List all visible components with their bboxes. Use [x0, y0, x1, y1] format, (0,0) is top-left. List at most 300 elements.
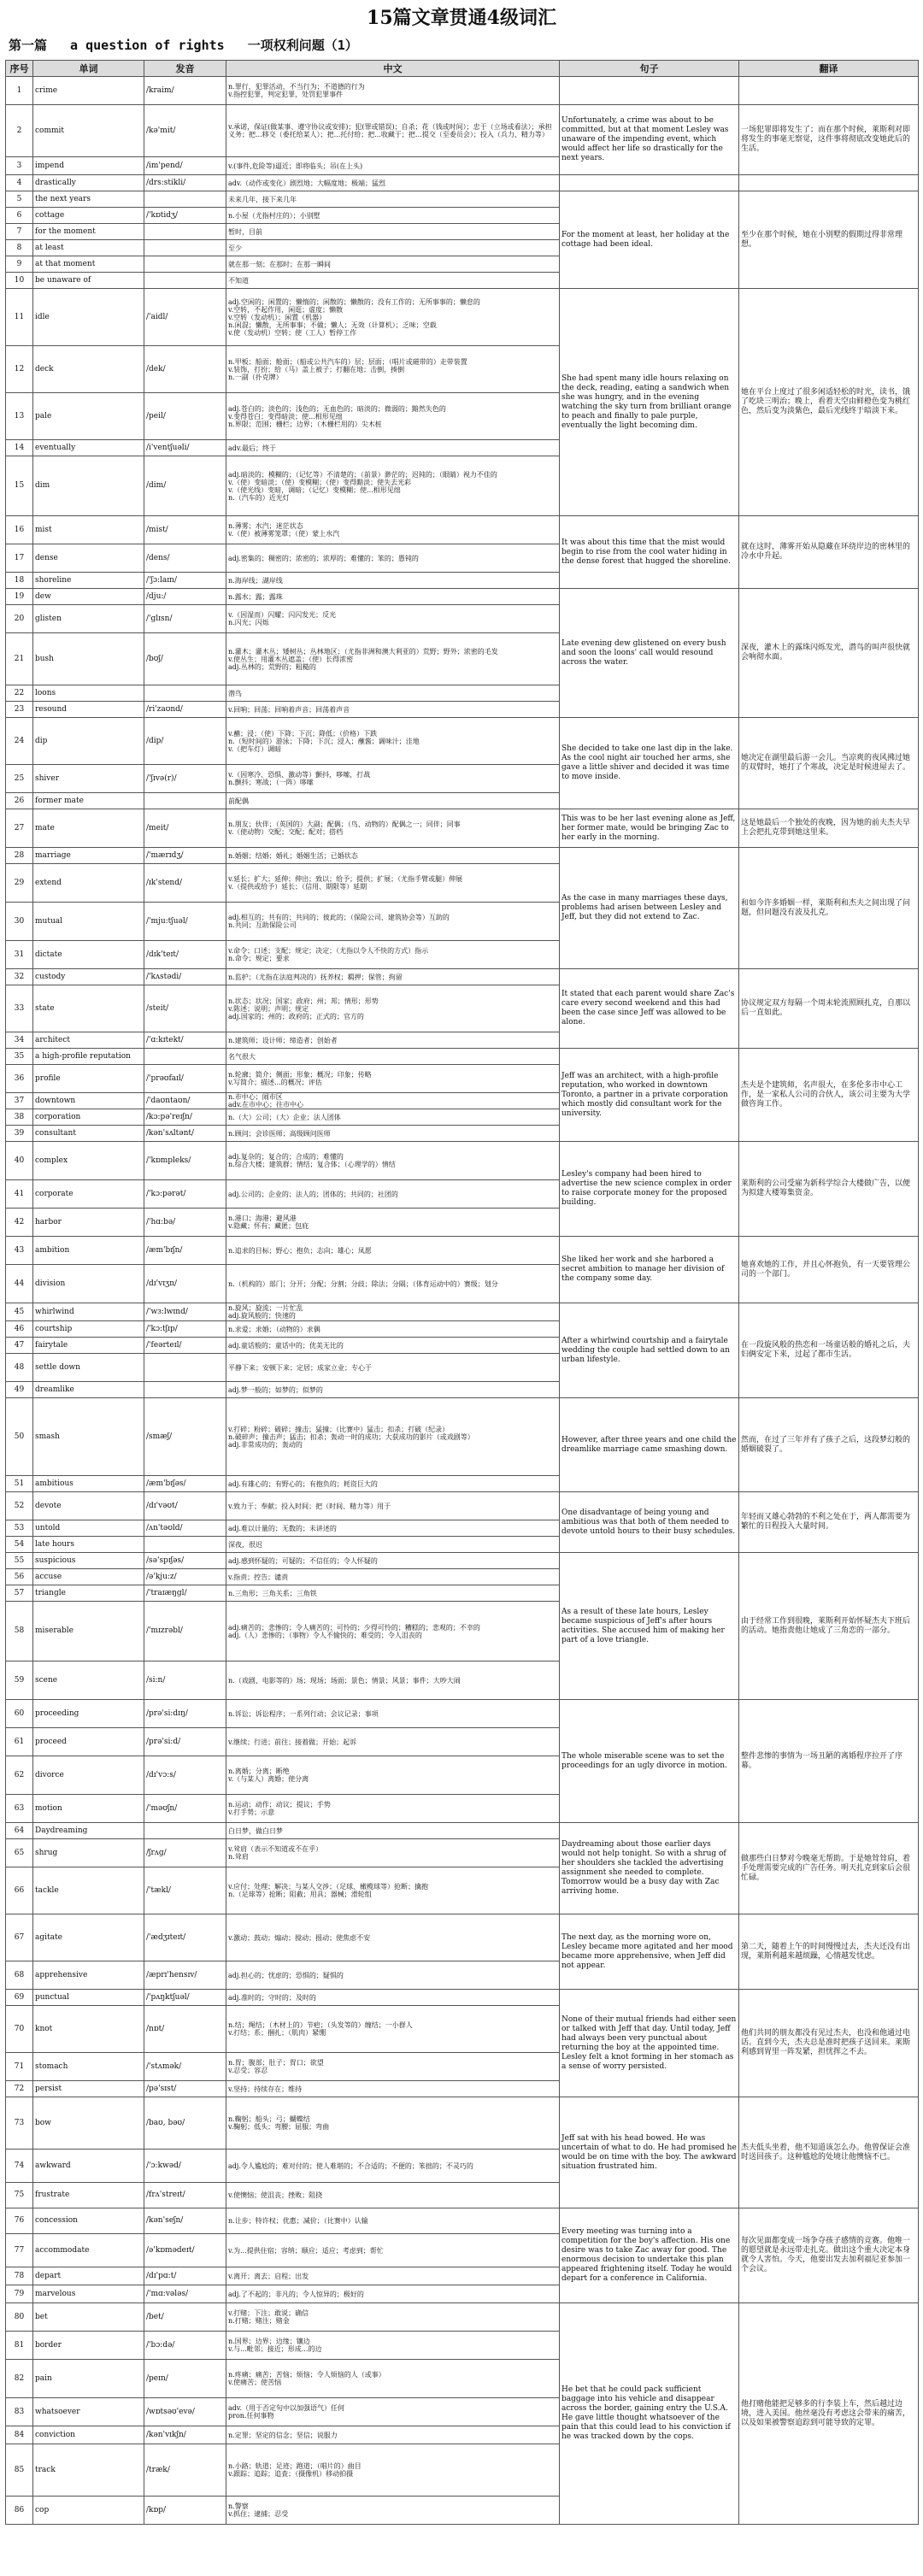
row-meaning: n.胃；腹部；肚子；胃口；欲望 v.忍受；容忍 — [226, 2053, 560, 2081]
row-pronunciation: /ʃrʌg/ — [144, 1839, 226, 1867]
row-word: division — [33, 1265, 144, 1303]
row-meaning: adj.了不起的；非凡的；令人惊异的；极好的 — [226, 2285, 560, 2303]
row-word: harbor — [33, 1209, 144, 1237]
row-index: 12 — [6, 346, 33, 393]
row-word: former mate — [33, 793, 144, 809]
row-index: 8 — [6, 240, 33, 256]
header-chinese: 中文 — [226, 61, 560, 77]
row-meaning: n.追求的目标；野心；抱负；志向；雄心；凤愿 — [226, 1237, 560, 1265]
row-meaning: n.状态；状况；国家；政府；州；邦；情形；形势 v.陈述；说明；声明；规定 adj.国家的；州的；政府的；正式的；官方的 — [226, 985, 560, 1032]
row-index: 49 — [6, 1382, 33, 1398]
row-meaning: v.打赌；下注；敢说；确信 n.打赌；赌注；赌金 — [226, 2303, 560, 2332]
row-word: cop — [33, 2497, 144, 2525]
row-translation: 每次见面都变成一场争夺孩子感情的竞赛。他唯一的愿望就是永远带走扎克。做出这个重大决定本身就令人害怕。今天，他要出发去加利福尼亚参加一个会议。 — [739, 2208, 919, 2303]
row-meaning: v.离开；离去；启程；出发 — [226, 2267, 560, 2285]
row-index: 3 — [6, 157, 33, 175]
row-index: 10 — [6, 273, 33, 289]
row-translation: 然而，在过了三年并有了孩子之后，这段梦幻般的婚姻破裂了。 — [739, 1398, 919, 1492]
row-index: 57 — [6, 1585, 33, 1602]
row-translation: 深夜，灌木上的露珠闪烁发光，潜鸟的叫声很快就会响彻水面。 — [739, 589, 919, 718]
row-meaning: 至少 — [226, 240, 560, 256]
row-pronunciation: /dɪ'vəʊt/ — [144, 1492, 226, 1520]
row-word: persist — [33, 2081, 144, 2097]
row-meaning: n.婚姻；结婚；婚礼；婚姻生活；已婚状态 — [226, 848, 560, 864]
row-index: 31 — [6, 941, 33, 969]
table-row — [6, 1237, 919, 1265]
row-index: 85 — [6, 2444, 33, 2497]
row-pronunciation: /'mærɪdʒ/ — [144, 848, 226, 864]
row-pronunciation: /ri'zaʊnd/ — [144, 702, 226, 718]
row-word: dip — [33, 718, 144, 765]
row-word: dreamlike — [33, 1382, 144, 1398]
row-pronunciation: /'daʊntaʊn/ — [144, 1093, 226, 1109]
row-meaning: v.耸肩（表示不知道或不在乎） n.耸肩 — [226, 1839, 560, 1867]
row-pronunciation: /prə'si:d/ — [144, 1728, 226, 1756]
row-word: downtown — [33, 1093, 144, 1109]
row-index: 54 — [6, 1537, 33, 1553]
row-sentence: As a result of these late hours, Lesley became suspicious of Jeff's after hours activities. She accused him of making her part of a love triangle. — [560, 1553, 739, 1700]
row-meaning: adj.苍白的；淡色的；浅色的；无血色的；暗淡的；微弱的；黯然失色的 v.变得苍白；变得暗淡；使...相形见绌 n.界限；范围；栅栏；边界；（木栅栏用的）尖木桩 — [226, 393, 560, 440]
row-meaning: v.为...提供住宿；容纳；顺应；适应；考虑到；帮忙 — [226, 2234, 560, 2267]
table-header — [6, 61, 919, 77]
row-word: marvelous — [33, 2285, 144, 2303]
row-index: 17 — [6, 544, 33, 573]
document-title: 15篇文章贯通4级词汇 — [367, 7, 556, 29]
row-meaning: n.求爱；求婚；（动物的）求偶 — [226, 1321, 560, 1338]
row-word: devote — [33, 1492, 144, 1520]
row-word: pale — [33, 393, 144, 440]
row-meaning: n.国界；边界；边缘；镶边 v.与...毗邻；接近；形成...的边 — [226, 2332, 560, 2360]
row-index: 51 — [6, 1476, 33, 1492]
row-word: fairytale — [33, 1338, 144, 1354]
row-index: 66 — [6, 1867, 33, 1914]
row-meaning: n.顾问；会诊医师；高级顾问医师 — [226, 1126, 560, 1142]
row-pronunciation — [144, 1049, 226, 1065]
row-word: dictate — [33, 941, 144, 969]
row-index: 44 — [6, 1265, 33, 1303]
row-word: dense — [33, 544, 144, 573]
row-sentence: After a whirlwind courtship and a fairytale wedding the couple had settled down to an urban lifestyle. — [560, 1303, 739, 1398]
row-pronunciation: /kə'mit/ — [144, 105, 226, 157]
row-meaning: n.疼痛；痛苦；苦恼；烦恼；令人烦恼的人（或事） v.使痛苦；使苦恼 — [226, 2360, 560, 2398]
table-row — [6, 1553, 919, 1569]
row-index: 2 — [6, 105, 33, 157]
row-index: 65 — [6, 1839, 33, 1867]
row-meaning: adj.担心的；忧虑的；恐惧的；疑惧的 — [226, 1961, 560, 1990]
row-sentence-empty — [560, 175, 739, 191]
row-index: 19 — [6, 589, 33, 605]
row-meaning: n.结；绳结；（木材上的）节疤；（头发等的）缠结；一小群人 v.打结；系；捆扎；（肌肉）紧绷 — [226, 2006, 560, 2053]
row-word: idle — [33, 289, 144, 346]
row-pronunciation: /'ʃɔ:laɪn/ — [144, 573, 226, 589]
row-meaning: 未来几年，接下来几年 — [226, 191, 560, 208]
row-word: proceed — [33, 1728, 144, 1756]
row-pronunciation: /dim/ — [144, 456, 226, 516]
row-word: mutual — [33, 903, 144, 941]
table-row — [6, 516, 919, 544]
row-index: 70 — [6, 2006, 33, 2053]
row-translation: 至少在那个时候，她在小别墅的假期过得非常理想。 — [739, 191, 919, 289]
row-index: 32 — [6, 969, 33, 985]
row-meaning: adj.感到怀疑的；可疑的；不信任的；令人怀疑的 — [226, 1553, 560, 1569]
row-pronunciation: /'bɔ:də/ — [144, 2332, 226, 2360]
row-word: accuse — [33, 1569, 144, 1585]
row-index: 33 — [6, 985, 33, 1032]
row-meaning: n.离婚；分离；断绝 v.（与某人）离婚；使分离 — [226, 1756, 560, 1795]
table-row — [6, 589, 919, 605]
row-pronunciation — [144, 685, 226, 702]
row-meaning: 名气很大 — [226, 1049, 560, 1065]
row-index: 83 — [6, 2398, 33, 2426]
table-row — [6, 105, 919, 157]
row-pronunciation: /'mɑ:vələs/ — [144, 2285, 226, 2303]
row-meaning: v.致力于；奉献；投入时间；把（时间、精力等）用于 — [226, 1492, 560, 1520]
row-word: divorce — [33, 1756, 144, 1795]
row-word: consultant — [33, 1126, 144, 1142]
row-word: pain — [33, 2360, 144, 2398]
row-meaning: adj.梦一般的；如梦的；似梦的 — [226, 1382, 560, 1398]
row-sentence: This was to be her last evening alone as Jeff, her former mate, would be bringing Zac to her early in the morning. — [560, 809, 739, 848]
row-word: loons — [33, 685, 144, 702]
row-index: 26 — [6, 793, 33, 809]
row-meaning: n.诉讼；诉讼程序；一系列行动；会议记录；事项 — [226, 1700, 560, 1728]
row-pronunciation: /'kɔ:tʃɪp/ — [144, 1321, 226, 1338]
table-row — [6, 289, 919, 346]
row-pronunciation — [144, 1382, 226, 1398]
row-meaning: n.鞠躬；船头；弓；蝴蝶结 v.鞠躬；低头；弯腰；屈服；弯曲 — [226, 2097, 560, 2150]
row-index: 62 — [6, 1756, 33, 1795]
row-index: 34 — [6, 1032, 33, 1049]
row-translation: 第二天，随着上午的时间慢慢过去，杰夫还没有出现，莱斯利越来越烦躁，心情越发忧虑。 — [739, 1914, 919, 1990]
row-pronunciation — [144, 224, 226, 240]
row-translation: 年轻而又雄心勃勃的不利之处在于，两人都需要为繁忙的日程投入大量时间。 — [739, 1492, 919, 1553]
row-meaning: adj.密集的；稠密的；浓密的；浓厚的；难懂的；笨的；愚钝的 — [226, 544, 560, 573]
row-word: drastically — [33, 175, 144, 191]
row-pronunciation: /si:n/ — [144, 1661, 226, 1700]
row-meaning: 就在那一刻；在那时；在那一瞬间 — [226, 256, 560, 273]
row-meaning: n.旋风；旋流；一片忙乱 adj.旋风般的；快速的 — [226, 1303, 560, 1321]
row-meaning: n.甲板；船面；舱面；（船或公共汽车的）层；层面；（唱片或磁带的）走带装置 v.装饰，打扮；给（马）盖上被子；打翻在地；击倒，揍倒 n.一副（扑克牌） — [226, 346, 560, 393]
row-word: whirlwind — [33, 1303, 144, 1321]
row-sentence: She decided to take one last dip in the lake. As the cool night air touched her arms, she gave a little shiver and decided it was time to move inside. — [560, 718, 739, 809]
table-row — [6, 2208, 919, 2234]
row-index: 82 — [6, 2360, 33, 2398]
row-index: 25 — [6, 765, 33, 793]
row-pronunciation: /ɪk'stend/ — [144, 864, 226, 903]
row-pronunciation: /smæʃ/ — [144, 1398, 226, 1476]
row-index: 15 — [6, 456, 33, 516]
table-body — [6, 77, 919, 2525]
section-title-cn: 一项权利问题（1） — [247, 38, 358, 53]
row-pronunciation: /dens/ — [144, 544, 226, 573]
row-index: 73 — [6, 2097, 33, 2150]
row-word: miserable — [33, 1602, 144, 1661]
row-index: 37 — [6, 1093, 33, 1109]
row-index: 38 — [6, 1109, 33, 1126]
row-index: 47 — [6, 1338, 33, 1354]
row-translation: 他打赌他能把足够多的行李装上车，然后越过边境，进入美国。他丝毫没有考虑这会带来的痛苦，以及如果被警察追踪到可能导致的定罪。 — [739, 2303, 919, 2525]
row-index: 28 — [6, 848, 33, 864]
row-index: 48 — [6, 1354, 33, 1382]
row-pronunciation: /kɔ:pə'reɪʃn/ — [144, 1109, 226, 1126]
table-row — [6, 1914, 919, 1961]
row-word: tackle — [33, 1867, 144, 1914]
row-meaning: adv.（用于否定句中以加强语气）任何 pron.任何事物 — [226, 2398, 560, 2426]
row-index: 74 — [6, 2150, 33, 2183]
table-row — [6, 718, 919, 765]
row-index: 21 — [6, 633, 33, 685]
row-meaning: adj.公司的；企业的；法人的；团体的；共同的；社团的 — [226, 1180, 560, 1209]
row-meaning: adv.（动作或变化）剧烈地；大幅度地；极端；猛烈 — [226, 175, 560, 191]
row-pronunciation: /bet/ — [144, 2303, 226, 2332]
row-index: 18 — [6, 573, 33, 589]
row-word: smash — [33, 1398, 144, 1476]
row-pronunciation: /kən'vɪkʃn/ — [144, 2426, 226, 2444]
row-word: mist — [33, 516, 144, 544]
row-meaning: 暂时，目前 — [226, 224, 560, 240]
row-index: 76 — [6, 2208, 33, 2234]
row-sentence: Late evening dew glistened on every bush and soon the loons' call would resound across the water. — [560, 589, 739, 718]
header-row — [6, 61, 919, 77]
row-translation: 他们共同的朋友都没有见过杰夫，也没和他通过电话。直到今天，杰夫总是准时把孩子送回来。莱斯利感到胃里一阵发紧，担忧挥之不去。 — [739, 1990, 919, 2097]
table-row — [6, 2097, 919, 2150]
row-word: conviction — [33, 2426, 144, 2444]
row-pronunciation: /'traɪæŋgl/ — [144, 1585, 226, 1602]
row-index: 69 — [6, 1990, 33, 2006]
row-pronunciation — [144, 256, 226, 273]
row-meaning: adj.空闲的；闲置的；懒惰的；闲散的；懒散的；没有工作的；无所事事的；懒怠的 v.空转，不起作用，闲逛；虚度；懒散 v.空转（发动机）；闲置（机器） n.闲混；懒散，无所事事；不做；懒人；无效（计算机）；乏味；空载 v.使（发动机）空转；使（工人）暂停工作 — [226, 289, 560, 346]
row-pronunciation: /meit/ — [144, 809, 226, 848]
row-pronunciation: /'tækl/ — [144, 1867, 226, 1914]
row-pronunciation: /mist/ — [144, 516, 226, 544]
row-pronunciation: /steit/ — [144, 985, 226, 1032]
row-sentence: As the case in many marriages these days, problems had arisen between Lesley and Jeff, but they did not extend to Zac. — [560, 848, 739, 969]
row-index: 39 — [6, 1126, 33, 1142]
row-meaning: v.使懊恼；使沮丧；挫败；阻挠 — [226, 2183, 560, 2208]
row-translation: 杰夫低头坐着，他不知道该怎么办。他曾保证会准时送回孩子。这种尴尬的处境让他懊恼不已。 — [739, 2097, 919, 2208]
row-translation: 莱斯利的公司受雇为新科学综合大楼做广告，以便为拟建大楼筹集资金。 — [739, 1142, 919, 1237]
row-word: glisten — [33, 605, 144, 633]
row-index: 63 — [6, 1795, 33, 1823]
table-row — [6, 2303, 919, 2332]
row-index: 75 — [6, 2183, 33, 2208]
row-sentence: Lesley's company had been hired to advertise the new science complex in order to raise corporate money for the proposed building. — [560, 1142, 739, 1237]
row-index: 41 — [6, 1180, 33, 1209]
row-index: 43 — [6, 1237, 33, 1265]
row-index: 84 — [6, 2426, 33, 2444]
row-pronunciation: /'stʌmək/ — [144, 2053, 226, 2081]
header-index: 序号 — [6, 61, 33, 77]
row-meaning: n.（大）公司；（大）企业；法人团体 — [226, 1109, 560, 1126]
row-sentence: Daydreaming about those earlier days would not help tonight. So with a shrug of her shoulders she tackled the advertising assignment she needed to complete. Tomorrow would be a busy day with Zac arriving home. — [560, 1823, 739, 1914]
row-sentence: He bet that he could pack sufficient baggage into his vehicle and disappear across the border, gaining entry the U.S.A. He gave little thought whatsoever of the pain that this could lead to his conviction if he was tracked down by the cops. — [560, 2303, 739, 2525]
row-meaning: n.运动；动作；动议；提议；手势 v.打手势；示意 — [226, 1795, 560, 1823]
row-word: dim — [33, 456, 144, 516]
row-translation: 做那些白日梦对今晚毫无帮助。于是她耸耸肩，着手处理需要完成的广告任务。明天扎克到家后会很忙碌。 — [739, 1823, 919, 1914]
row-word: crime — [33, 77, 144, 105]
row-word: track — [33, 2444, 144, 2497]
row-translation-empty — [739, 175, 919, 191]
row-pronunciation: /frʌ'streɪt/ — [144, 2183, 226, 2208]
row-word: punctual — [33, 1990, 144, 2006]
row-word: for the moment — [33, 224, 144, 240]
row-pronunciation: /ə'kju:z/ — [144, 1569, 226, 1585]
header-pronunciation: 发音 — [144, 61, 226, 77]
row-word: stomach — [33, 2053, 144, 2081]
row-word: courtship — [33, 1321, 144, 1338]
row-meaning: n.让步；特许权；优惠；减价；（比赛中）认输 — [226, 2208, 560, 2234]
row-pronunciation — [144, 1823, 226, 1839]
row-index: 9 — [6, 256, 33, 273]
row-pronunciation: /bʊʃ/ — [144, 633, 226, 685]
row-word: knot — [33, 2006, 144, 2053]
row-sentence-empty — [560, 77, 739, 105]
row-index: 23 — [6, 702, 33, 718]
row-index: 71 — [6, 2053, 33, 2081]
row-word: dew — [33, 589, 144, 605]
row-index: 46 — [6, 1321, 33, 1338]
row-index: 59 — [6, 1661, 33, 1700]
row-index: 22 — [6, 685, 33, 702]
row-index: 35 — [6, 1049, 33, 1065]
row-word: corporation — [33, 1109, 144, 1126]
row-pronunciation: /'kɒmpleks/ — [144, 1142, 226, 1180]
row-pronunciation — [144, 273, 226, 289]
row-pronunciation: /'prəʊfaɪl/ — [144, 1065, 226, 1093]
row-pronunciation: /sə'spɪʃəs/ — [144, 1553, 226, 1569]
row-sentence: Jeff sat with his head bowed. He was uncertain of what to do. He had promised he would be on time with the boy. The awkward situation frustrated him. — [560, 2097, 739, 2208]
row-sentence: Every meeting was turning into a competition for the boy's affection. His one desire was to take Zac away for good. The enormous decision to undertake this plan appeared frightening itself. Today he would depart for a conference in California. — [560, 2208, 739, 2303]
row-index: 53 — [6, 1520, 33, 1537]
row-word: commit — [33, 105, 144, 157]
row-meaning: adj.暗淡的；模糊的；（记忆等）不清楚的；（前景）渺茫的；迟钝的；（眼睛）视力不佳的 v.（使）变暗淡；（使）变模糊；（使）变得黯淡；使失去光彩 v.（使光线）变暗，调暗；（记忆）变模糊；使...相形见绌 n.（汽车的）近光灯 — [226, 456, 560, 516]
section-title-en: a question of rights — [70, 38, 225, 53]
row-index: 79 — [6, 2285, 33, 2303]
row-pronunciation: /æm'bɪʃn/ — [144, 1237, 226, 1265]
row-meaning: adj.有雄心的；有野心的；有抱负的；耗资巨大的 — [226, 1476, 560, 1492]
row-pronunciation: /dju:/ — [144, 589, 226, 605]
row-sentence: Jeff was an architect, with a high-profile reputation, who worked in downtown Toronto, a partner in a private corporation which mostly did consultant work for the university. — [560, 1049, 739, 1142]
row-sentence: However, after three years and one child the dreamlike marriage came smashing down. — [560, 1398, 739, 1492]
table-row — [6, 1700, 919, 1728]
row-sentence: She had spent many idle hours relaxing on the deck, reading, eating a sandwich when she was hungry, and in the evening watching the sky turn from brilliant orange to peach and finally to pale purple, eventually the light becoming dim. — [560, 289, 739, 516]
row-word: deck — [33, 346, 144, 393]
row-word: Daydreaming — [33, 1823, 144, 1839]
row-word: ambitious — [33, 1476, 144, 1492]
row-index: 81 — [6, 2332, 33, 2360]
row-word: complex — [33, 1142, 144, 1180]
row-translation: 她在平台上度过了很多闲适轻松的时光，读书，饿了吃块三明治；晚上，看着天空由鲜橙色变为桃红色，然后变为淡紫色，最后光线终于暗淡下来。 — [739, 289, 919, 516]
row-meaning: 白日梦，做白日梦 — [226, 1823, 560, 1839]
row-sentence: It was about this time that the mist would begin to rise from the cool water hiding in the dense forest that hugged the shoreline. — [560, 516, 739, 589]
row-pronunciation: /dek/ — [144, 346, 226, 393]
row-index: 36 — [6, 1065, 33, 1093]
row-index: 30 — [6, 903, 33, 941]
row-pronunciation: /'glɪsn/ — [144, 605, 226, 633]
row-index: 80 — [6, 2303, 33, 2332]
row-pronunciation: /kɒp/ — [144, 2497, 226, 2525]
row-pronunciation: /dɪk'teɪt/ — [144, 941, 226, 969]
row-index: 77 — [6, 2234, 33, 2267]
row-index: 5 — [6, 191, 33, 208]
row-word: a high-profile reputation — [33, 1049, 144, 1065]
row-index: 40 — [6, 1142, 33, 1180]
row-index: 61 — [6, 1728, 33, 1756]
row-index: 29 — [6, 864, 33, 903]
header-word: 单词 — [33, 61, 144, 77]
row-meaning: adj.令人尴尬的；难对付的；使人难堪的；不合适的；不便的；笨拙的；不灵巧的 — [226, 2150, 560, 2183]
row-pronunciation: /'ɑ:kɪtekt/ — [144, 1032, 226, 1049]
row-pronunciation: /nɒt/ — [144, 2006, 226, 2053]
row-word: cottage — [33, 208, 144, 224]
row-translation: 一场犯罪即将发生了；而在那个时候，莱斯利对即将发生的事毫无察觉，这件事将彻底改变她此后的生活。 — [739, 105, 919, 175]
row-pronunciation: /ʌn'təʊld/ — [144, 1520, 226, 1537]
row-meaning: n.薄雾；水汽；迷茫状态 v.（使）被薄雾笼罩；（使）蒙上水汽 — [226, 516, 560, 544]
row-word: border — [33, 2332, 144, 2360]
row-pronunciation: /'mɪzrəbl/ — [144, 1602, 226, 1661]
row-word: eventually — [33, 440, 144, 456]
row-word: bet — [33, 2303, 144, 2332]
row-index: 13 — [6, 393, 33, 440]
row-index: 6 — [6, 208, 33, 224]
row-word: profile — [33, 1065, 144, 1093]
row-pronunciation — [144, 1354, 226, 1382]
row-meaning: n.建筑师；设计师；缔造者；创始者 — [226, 1032, 560, 1049]
row-pronunciation: /kən'seʃn/ — [144, 2208, 226, 2234]
row-meaning: 平静下来；安顿下来；定居；成家立业；专心于 — [226, 1354, 560, 1382]
row-word: bow — [33, 2097, 144, 2150]
row-word: the next years — [33, 191, 144, 208]
row-pronunciation: /drs:stikli/ — [144, 175, 226, 191]
row-sentence: The whole miserable scene was to set the proceedings for an ugly divorce in motion. — [560, 1700, 739, 1823]
row-meaning: n.定罪；坚定的信念；坚信；说服力 — [226, 2426, 560, 2444]
row-word: settle down — [33, 1354, 144, 1382]
row-meaning: 潜鸟 — [226, 685, 560, 702]
row-index: 20 — [6, 605, 33, 633]
row-word: at that moment — [33, 256, 144, 273]
row-meaning: adj.痛苦的；悲惨的；令人痛苦的；可怜的；少得可怜的；糟糕的；悲观的；不幸的 adj.（人）悲惨的；（事物）令人不愉快的；难受的；令人沮丧的 — [226, 1602, 560, 1661]
row-sentence: It stated that each parent would share Zac's care every second weekend and this had been the case since Jeff was allowed to be alone. — [560, 969, 739, 1049]
row-pronunciation: /'kɒtidʒ/ — [144, 208, 226, 224]
row-meaning: n.小屋（尤指村庄的）；小别墅 — [226, 208, 560, 224]
row-sentence: Unfortunately, a crime was about to be committed, but at that moment Lesley was unaware of the impending event, which would affect her life so drastically for the next years. — [560, 105, 739, 175]
row-meaning: v.回响；回荡；回响着声音；回荡着声音 — [226, 702, 560, 718]
row-word: frustrate — [33, 2183, 144, 2208]
row-meaning: n.朋友；伙伴；（英国的）大副；配偶；（鸟、动物的）配偶之一；同伴；同事 v.（使动物）交配；交配；配对；搭档 — [226, 809, 560, 848]
row-index: 52 — [6, 1492, 33, 1520]
row-pronunciation: /æm'bɪʃəs/ — [144, 1476, 226, 1492]
row-meaning: v.激动；鼓动；煽动；搅动；摇动；使焦虑不安 — [226, 1914, 560, 1961]
header-sentence: 句子 — [560, 61, 739, 77]
row-pronunciation: /'feərteɪl/ — [144, 1338, 226, 1354]
row-translation: 她喜欢她的工作，并且心怀抱负，有一天要管理公司的一个部门。 — [739, 1237, 919, 1303]
row-meaning: n.（戏剧、电影等的）场；现场；场面；景色；情景；风景；事件；大吵大闹 — [226, 1661, 560, 1700]
row-sentence: The next day, as the morning wore on, Lesley became more agitated and her mood became more apprehensive, when Jeff did not appear. — [560, 1914, 739, 1990]
row-word: extend — [33, 864, 144, 903]
row-pronunciation: /træk/ — [144, 2444, 226, 2497]
table-row — [6, 77, 919, 105]
row-word: at least — [33, 240, 144, 256]
row-pronunciation: /dɪ'vɪʒn/ — [144, 1265, 226, 1303]
row-index: 60 — [6, 1700, 33, 1728]
row-meaning: n.三角形；三角关系；三角铁 — [226, 1585, 560, 1602]
row-meaning: n.罪行，犯罪活动，不当行为；不道德的行为 v.指控犯罪，判定犯罪，处罚犯罪事件 — [226, 77, 560, 105]
row-word: shrug — [33, 1839, 144, 1867]
row-meaning: n.市中心；闹市区 adv.在市中心；往市中心 — [226, 1093, 560, 1109]
row-pronunciation — [144, 793, 226, 809]
row-meaning: v.指责；控告；谴责 — [226, 1569, 560, 1585]
row-word: triangle — [33, 1585, 144, 1602]
